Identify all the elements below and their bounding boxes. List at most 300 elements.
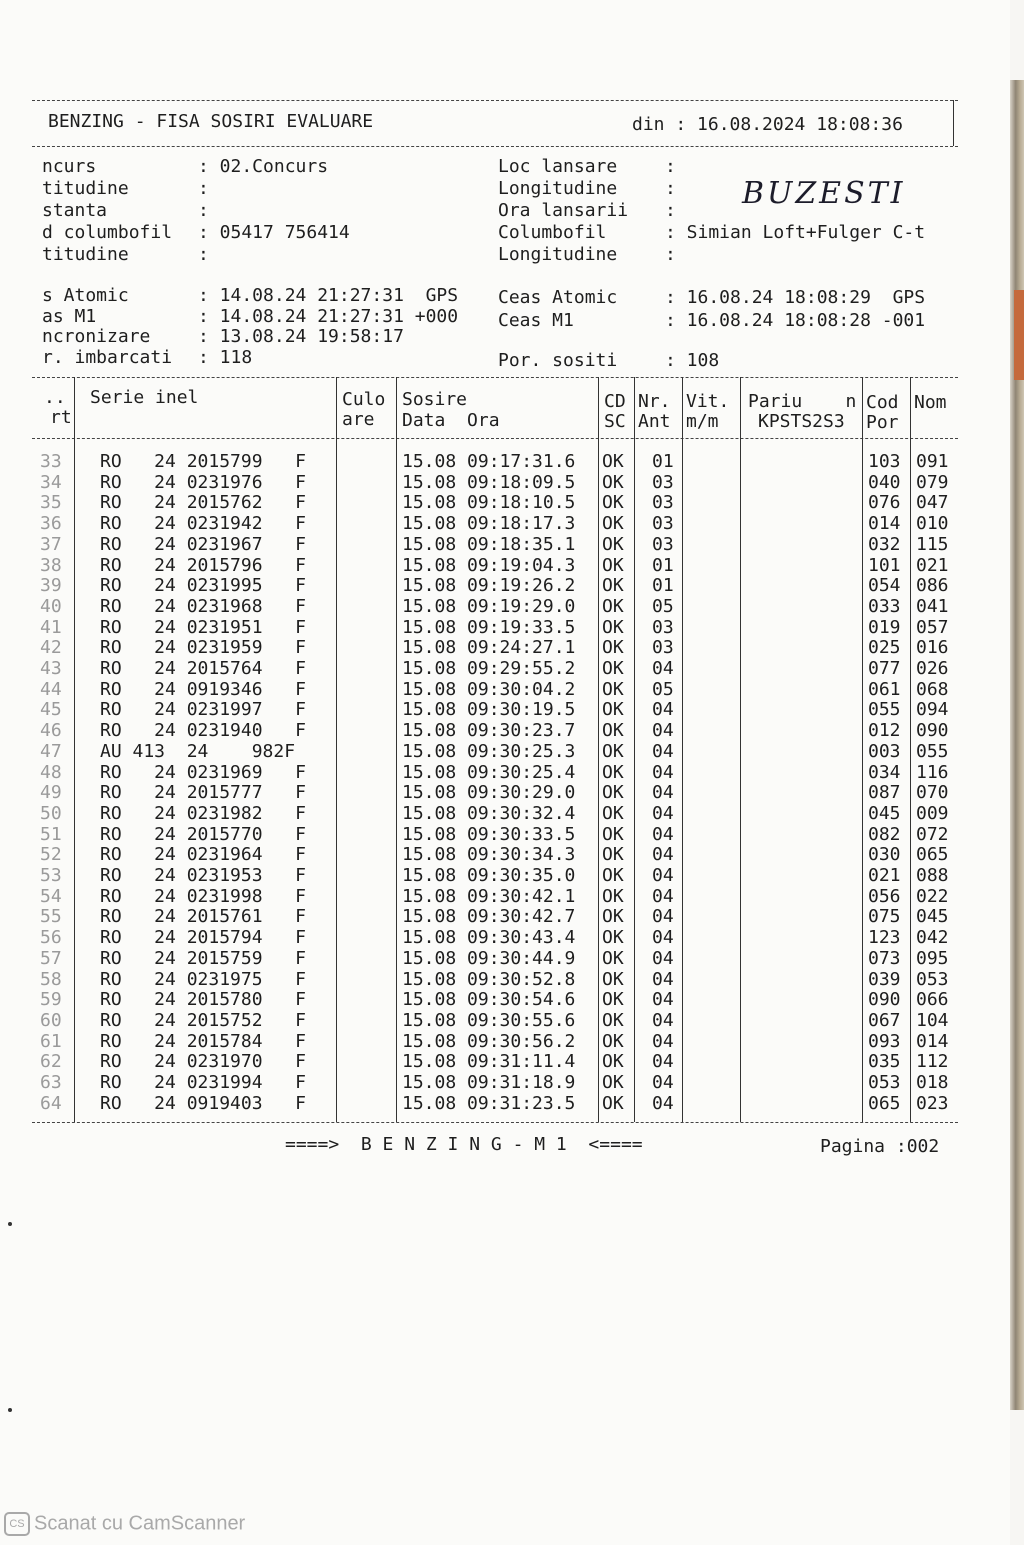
antenna-number: 03 [652,637,674,659]
antenna-number: 04 [652,782,674,804]
nom-value: 018 [916,1072,949,1093]
row-index: 33 [40,451,62,472]
antenna-number: 04 [652,823,674,845]
cod-por: 053 [868,1072,901,1093]
nom-value: 104 [916,1009,949,1031]
column-divider [396,377,397,1122]
column-header-culoare_top: Culo [342,389,386,410]
row-index: 62 [40,1051,62,1073]
nom-value: 116 [916,761,949,783]
row-index: 41 [40,616,62,638]
ring-series: RO 24 2015784 F [100,1030,306,1052]
cd-status: OK [602,720,624,742]
arrival-time: 15.08 09:30:52.8 [402,968,576,990]
column-divider [910,377,911,1122]
column-divider [74,377,75,1122]
arrival-time: 15.08 09:30:55.6 [402,1009,576,1031]
info-value: : 02.Concurs [198,156,329,177]
nom-value: 094 [916,699,949,721]
cod-por: 032 [868,533,901,555]
clock-value: : 13.08.24 19:58:17 [198,326,404,347]
row-index: 52 [40,844,62,866]
nom-value: 022 [916,885,949,907]
row-index: 37 [40,533,62,555]
arrival-time: 15.08 09:29:55.2 [402,658,576,679]
arrival-time: 15.08 09:30:25.3 [402,740,576,762]
scan-dot [8,1408,12,1412]
ring-series: RO 24 0231997 F [100,699,306,721]
cd-status: OK [602,989,624,1011]
arrival-time: 15.08 09:18:09.5 [402,471,576,493]
row-index: 40 [40,595,62,617]
arrival-time: 15.08 09:24:27.1 [402,637,576,659]
antenna-number: 04 [652,1051,674,1073]
cod-por: 021 [868,865,901,886]
cd-status: OK [602,595,624,617]
column-header-nom_top: Nom [914,392,947,413]
nom-value: 112 [916,1051,949,1073]
arrival-time: 15.08 09:30:35.0 [402,865,576,886]
cod-por: 033 [868,595,901,617]
arrival-time: 15.08 09:30:42.1 [402,885,576,907]
ring-series: RO 24 0231951 F [100,616,306,638]
cd-status: OK [602,968,624,990]
ring-series: RO 24 0231994 F [100,1072,306,1093]
cod-por: 019 [868,616,901,638]
cod-por: 065 [868,1092,901,1114]
document-date: din : 16.08.2024 18:08:36 [632,114,903,135]
cod-por: 045 [868,802,901,824]
nom-value: 026 [916,658,949,679]
nom-value: 091 [916,451,949,472]
nom-value: 065 [916,844,949,866]
info-label: Longitudine [498,244,618,265]
antenna-number: 04 [652,740,674,762]
ring-series: RO 24 2015780 F [100,989,306,1011]
nom-value: 070 [916,782,949,804]
antenna-number: 04 [652,1009,674,1031]
antenna-number: 05 [652,678,674,700]
column-header-culoare_bottom: are [342,409,375,430]
row-index: 61 [40,1030,62,1052]
arrival-time: 15.08 09:30:43.4 [402,927,576,949]
ring-series: RO 24 0231969 F [100,761,306,783]
clock-value: : 16.08.24 18:08:29 GPS [665,287,926,308]
column-header-idx_top: .. [44,387,66,408]
row-index: 56 [40,927,62,949]
clock-label: Por. sositi [498,350,618,371]
ring-series: RO 24 2015762 F [100,492,306,514]
table-bottom-divider [32,1122,958,1123]
clock-value: : 14.08.24 21:27:31 +000 [198,305,459,327]
info-value: : 05417 756414 [198,222,350,243]
arrival-time: 15.08 09:30:29.0 [402,782,576,804]
ring-series: RO 24 2015799 F [100,451,306,472]
cd-status: OK [602,865,624,886]
cod-por: 012 [868,720,901,742]
scan-edge-accent [1014,290,1024,380]
column-header-nr_bottom: Ant [638,411,671,432]
ring-series: RO 24 0231942 F [100,513,306,535]
nom-value: 010 [916,513,949,535]
cd-status: OK [602,1030,624,1052]
info-value: : [198,200,209,221]
cd-status: OK [602,906,624,928]
nom-value: 053 [916,968,949,990]
column-header-sosire_bottom: Data Ora [402,410,500,431]
row-index: 42 [40,637,62,659]
column-header-cod_top: Cod [866,392,899,413]
nom-value: 090 [916,720,949,742]
cod-por: 073 [868,947,901,969]
info-label: ncurs [42,156,97,177]
ring-series: RO 24 2015761 F [100,906,306,928]
row-index: 64 [40,1092,62,1114]
column-header-pariu_top: Pariu n [748,391,857,412]
column-header-serie: Serie inel [90,387,199,408]
antenna-number: 03 [652,513,674,535]
antenna-number: 04 [652,1092,674,1114]
cod-por: 014 [868,513,901,535]
ring-series: RO 24 0231998 F [100,885,306,907]
column-divider [740,377,741,1122]
cod-por: 034 [868,761,901,783]
camscanner-watermark [4,1512,245,1536]
cd-status: OK [602,740,624,762]
ring-series: RO 24 0231976 F [100,471,306,493]
cd-status: OK [602,492,624,514]
arrival-time: 15.08 09:30:56.2 [402,1030,576,1052]
ring-series: RO 24 0231995 F [100,575,306,597]
ring-series: RO 24 2015794 F [100,927,306,949]
cod-por: 039 [868,968,901,990]
cod-por: 090 [868,989,901,1011]
cd-status: OK [602,471,624,493]
row-index: 50 [40,802,62,824]
ring-series: RO 24 2015777 F [100,782,306,804]
arrival-time: 15.08 09:30:23.7 [402,720,576,742]
nom-value: 047 [916,492,949,514]
nom-value: 055 [916,740,949,762]
ring-series: RO 24 0231953 F [100,865,306,886]
clock-label: Ceas M1 [498,310,574,331]
nom-value: 115 [916,533,949,555]
row-index: 47 [40,740,62,762]
info-value: : [665,178,676,199]
clock-label: Ceas Atomic [498,287,618,308]
ring-series: RO 24 0231959 F [100,637,306,659]
ring-series: RO 24 0231964 F [100,844,306,866]
cd-status: OK [602,533,624,555]
antenna-number: 04 [652,1030,674,1052]
antenna-number: 04 [652,844,674,866]
cod-por: 076 [868,492,901,514]
cod-por: 067 [868,1009,901,1031]
page-number: Pagina :002 [820,1136,940,1157]
cd-status: OK [602,761,624,783]
header-bottom-divider [32,146,958,147]
antenna-number: 04 [652,968,674,990]
header-right-border [953,100,954,146]
cd-status: OK [602,844,624,866]
ring-series: RO 24 2015764 F [100,658,306,679]
cd-status: OK [602,782,624,804]
clock-value: : 14.08.24 21:27:31 GPS [198,285,459,306]
ring-series: RO 24 2015752 F [100,1009,306,1031]
cod-por: 103 [868,451,901,472]
nom-value: 014 [916,1030,949,1052]
column-divider [336,377,337,1122]
info-label: d columbofil [42,222,173,243]
nom-value: 057 [916,616,949,638]
nom-value: 021 [916,554,949,576]
cod-por: 035 [868,1051,901,1073]
antenna-number: 04 [652,885,674,907]
arrival-time: 15.08 09:30:04.2 [402,678,576,700]
row-index: 49 [40,782,62,804]
arrival-time: 15.08 09:30:25.4 [402,761,576,783]
clock-label: s Atomic [42,285,129,306]
clock-label: as M1 [42,305,97,327]
row-index: 35 [40,492,62,514]
clock-label: r. imbarcati [42,346,173,368]
table-header-divider [32,438,958,439]
column-header-idx_bottom: rt [50,407,72,428]
cd-status: OK [602,658,624,679]
antenna-number: 04 [652,699,674,721]
cd-status: OK [602,1072,624,1093]
antenna-number: 04 [652,927,674,949]
cd-status: OK [602,637,624,659]
column-divider [862,377,863,1122]
row-index: 44 [40,678,62,700]
cd-status: OK [602,699,624,721]
arrival-time: 15.08 09:30:34.3 [402,844,576,866]
nom-value: 016 [916,637,949,659]
scan-edge [1010,80,1024,1410]
cd-status: OK [602,927,624,949]
cod-por: 054 [868,575,901,597]
row-index: 55 [40,906,62,928]
antenna-number: 03 [652,533,674,555]
arrival-time: 15.08 09:30:32.4 [402,802,576,824]
cod-por: 040 [868,471,901,493]
column-header-cd_top: CD [604,391,626,412]
info-value: : [198,244,209,265]
arrival-time: 15.08 09:19:29.0 [402,595,576,617]
antenna-number: 04 [652,865,674,886]
row-index: 36 [40,513,62,535]
antenna-number: 03 [652,492,674,514]
antenna-number: 03 [652,471,674,493]
column-header-nr_top: Nr. [638,391,671,412]
cod-por: 077 [868,658,901,679]
cd-status: OK [602,575,624,597]
nom-value: 045 [916,906,949,928]
nom-value: 041 [916,595,949,617]
column-header-pariu_bottom: KPSTS2S3 [758,411,845,432]
antenna-number: 04 [652,658,674,679]
column-divider [682,377,683,1122]
nom-value: 095 [916,947,949,969]
info-value: : [665,156,676,177]
cd-status: OK [602,678,624,700]
antenna-number: 04 [652,906,674,928]
cod-por: 056 [868,885,901,907]
row-index: 48 [40,761,62,783]
footer-brand: ====> B E N Z I N G - M 1 <==== [285,1134,643,1155]
info-value: : [198,178,209,199]
info-label: stanta [42,200,108,221]
column-header-vit_bottom: m/m [686,411,719,432]
cod-por: 101 [868,554,901,576]
cod-por: 055 [868,699,901,721]
header-top-divider [32,100,958,101]
antenna-number: 03 [652,616,674,638]
arrival-time: 15.08 09:31:23.5 [402,1092,576,1114]
antenna-number: 01 [652,575,674,597]
cod-por: 082 [868,823,901,845]
camscanner-text: Scanat cu CamScanner [34,1512,246,1535]
arrival-time: 15.08 09:18:17.3 [402,513,576,535]
row-index: 46 [40,720,62,742]
arrival-time: 15.08 09:30:19.5 [402,699,576,721]
arrival-time: 15.08 09:31:18.9 [402,1072,576,1093]
nom-value: 072 [916,823,949,845]
column-divider [634,377,635,1122]
clock-value: : 108 [665,350,720,371]
clock-value: : 118 [198,346,253,368]
antenna-number: 04 [652,947,674,969]
cod-por: 030 [868,844,901,866]
arrival-time: 15.08 09:18:10.5 [402,492,576,514]
arrival-time: 15.08 09:31:11.4 [402,1051,576,1073]
antenna-number: 04 [652,720,674,742]
cod-por: 061 [868,678,901,700]
arrival-time: 15.08 09:19:26.2 [402,575,576,597]
info-value: : Simian Loft+Fulger C-t [665,222,926,243]
cod-por: 093 [868,1030,901,1052]
info-label: Columbofil [498,222,607,243]
info-label: titudine [42,244,129,265]
cd-status: OK [602,885,624,907]
info-label: titudine [42,178,129,199]
camscanner-icon: CS [4,1512,30,1536]
cd-status: OK [602,823,624,845]
nom-value: 023 [916,1092,949,1114]
info-label: Ora lansarii [498,200,629,221]
arrival-time: 15.08 09:30:33.5 [402,823,576,845]
antenna-number: 04 [652,802,674,824]
row-index: 59 [40,989,62,1011]
cd-status: OK [602,616,624,638]
antenna-number: 05 [652,595,674,617]
cod-por: 075 [868,906,901,928]
ring-series: RO 24 2015770 F [100,823,306,845]
column-header-cd_bottom: SC [604,411,626,432]
row-index: 53 [40,865,62,886]
column-header-vit_top: Vit. [686,391,730,412]
row-index: 58 [40,968,62,990]
arrival-time: 15.08 09:30:44.9 [402,947,576,969]
ring-series: RO 24 2015759 F [100,947,306,969]
scan-dot [8,1222,12,1226]
cd-status: OK [602,1009,624,1031]
antenna-number: 04 [652,989,674,1011]
ring-series: RO 24 0919403 F [100,1092,306,1114]
ring-series: RO 24 0231967 F [100,533,306,555]
row-index: 60 [40,1009,62,1031]
handwritten-location: BUZESTI [742,176,906,211]
arrival-time: 15.08 09:18:35.1 [402,533,576,555]
nom-value: 086 [916,575,949,597]
antenna-number: 01 [652,451,674,472]
arrival-time: 15.08 09:17:31.6 [402,451,576,472]
nom-value: 088 [916,865,949,886]
ring-series: AU 413 24 982F [100,740,296,762]
cd-status: OK [602,1051,624,1073]
ring-series: RO 24 0231970 F [100,1051,306,1073]
cod-por: 003 [868,740,901,762]
antenna-number: 04 [652,761,674,783]
nom-value: 079 [916,471,949,493]
arrival-time: 15.08 09:19:04.3 [402,554,576,576]
nom-value: 066 [916,989,949,1011]
cod-por: 025 [868,637,901,659]
arrival-time: 15.08 09:30:42.7 [402,906,576,928]
ring-series: RO 24 0919346 F [100,678,306,700]
document-title: BENZING - FISA SOSIRI EVALUARE [48,111,374,132]
nom-value: 042 [916,927,949,949]
clock-label: ncronizare [42,326,151,347]
row-index: 38 [40,554,62,576]
info-value: : [665,200,676,221]
column-header-sosire_top: Sosire [402,389,468,410]
ring-series: RO 24 0231982 F [100,802,306,824]
arrival-time: 15.08 09:19:33.5 [402,616,576,638]
row-index: 39 [40,575,62,597]
nom-value: 009 [916,802,949,824]
info-label: Loc lansare [498,156,618,177]
antenna-number: 04 [652,1072,674,1093]
antenna-number: 01 [652,554,674,576]
info-label: Longitudine [498,178,618,199]
row-index: 34 [40,471,62,493]
ring-series: RO 24 0231968 F [100,595,306,617]
row-index: 63 [40,1072,62,1093]
cd-status: OK [602,802,624,824]
cod-por: 123 [868,927,901,949]
row-index: 54 [40,885,62,907]
ring-series: RO 24 2015796 F [100,554,306,576]
row-index: 45 [40,699,62,721]
row-index: 43 [40,658,62,679]
ring-series: RO 24 0231975 F [100,968,306,990]
ring-series: RO 24 0231940 F [100,720,306,742]
cd-status: OK [602,1092,624,1114]
cd-status: OK [602,451,624,472]
cd-status: OK [602,513,624,535]
cd-status: OK [602,554,624,576]
row-index: 51 [40,823,62,845]
arrival-time: 15.08 09:30:54.6 [402,989,576,1011]
column-header-cod_bottom: Por [866,412,899,433]
table-top-divider [32,377,958,378]
cod-por: 087 [868,782,901,804]
row-index: 57 [40,947,62,969]
cd-status: OK [602,947,624,969]
nom-value: 068 [916,678,949,700]
